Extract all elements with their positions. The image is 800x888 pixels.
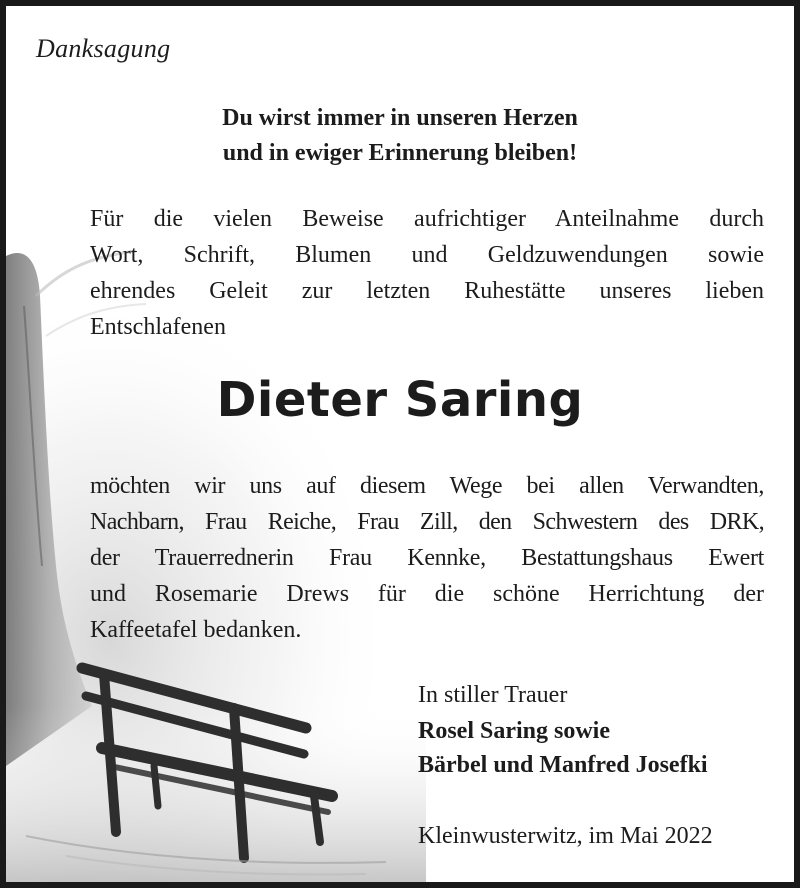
motto-line-2: und in ewiger Erinnerung bleiben! [222,140,578,166]
deceased-name: Dieter Saring [216,372,584,428]
thanks-line: und Rosemarie Drews für die schöne Herrichtung der [90,581,764,607]
intro-line: ehrendes Geleit zur letzten Ruhestätte unseres lieben [90,278,764,304]
obituary-card [6,6,794,882]
mourner-name: Bärbel und Manfred Josefki [418,752,708,778]
thanks-line: Kaffeetafel bedanken. [90,617,302,643]
intro-line: Für die vielen Beweise aufrichtiger Anteilnahme durch [90,206,764,232]
mourner-name: Rosel Saring sowie [418,718,610,744]
place-date: Kleinwusterwitz, im Mai 2022 [418,823,713,849]
motto-line-1: Du wirst immer in unseren Herzen [222,105,578,131]
intro-line: Wort, Schrift, Blumen und Geldzuwendungen sowie [90,242,764,268]
thanks-line: möchten wir uns auf diesem Wege bei allen Verwandten, [90,473,764,499]
header-title: Danksagung [36,34,171,63]
intro-line: Entschlafenen [90,314,226,340]
signature-opening: In stiller Trauer [418,682,568,708]
thanks-line: der Trauerrednerin Frau Kennke, Bestattungshaus Ewert [90,545,764,571]
thanks-line: Nachbarn, Frau Reiche, Frau Zill, den Schwestern des DRK, [90,509,764,535]
